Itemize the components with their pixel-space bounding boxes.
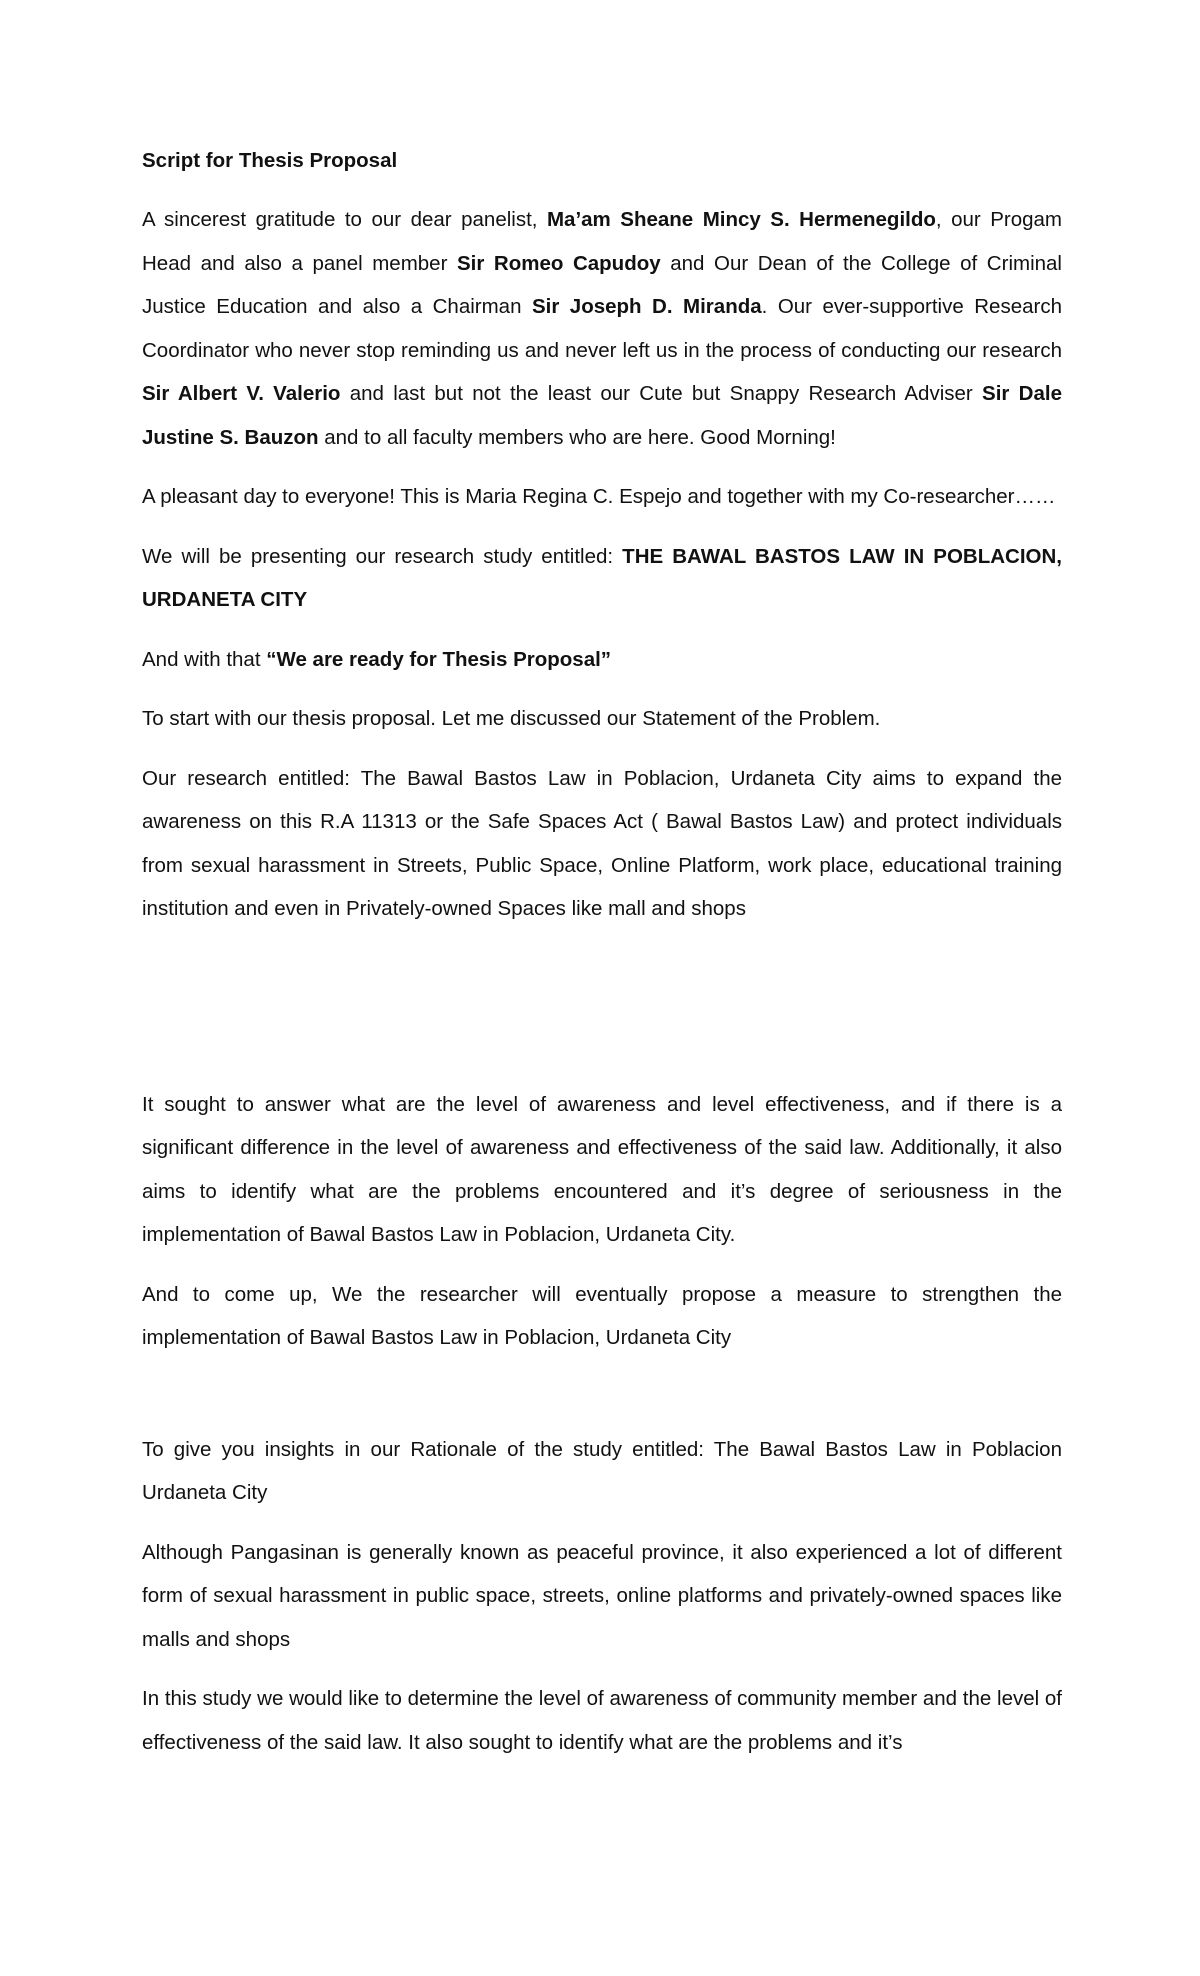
document-title: Script for Thesis Proposal	[142, 149, 398, 172]
text-run: and to all faculty members who are here. Good Morning!	[318, 425, 836, 449]
greeting-paragraph: A pleasant day to everyone! This is Maria Regina C. Espejo and together with my Co-researcher……	[142, 485, 1056, 508]
text-run: We will be presenting our research study entitled:	[142, 544, 623, 568]
research-question-paragraph: It sought to answer what are the level of awareness and level effectiveness, and if there is a significant difference in the level of awareness and effectiveness of the said law. Additionally, it also aims to identify what are the problems encountered and it’s degree of seriousness in the implementation of Bawal Bastos Law in Poblacion, Urdaneta City.	[142, 1092, 1062, 1246]
intro-paragraph: To start with our thesis proposal. Let me discussed our Statement of the Problem.	[142, 707, 881, 730]
document-body	[142, 139, 1062, 1780]
text-run: and last but not the least our Cute but Snappy Research Adviser	[340, 382, 983, 405]
research-aim-paragraph: Our research entitled: The Bawal Bastos Law in Poblacion, Urdaneta City aims to expand the awareness on this R.A 11313 or the Safe Spaces Act ( Bawal Bastos Law) and protect individuals from sexual harassment in Streets, Public Space, Online Platform, work place, educational training institution and even in Privately-owned Spaces like mall and shops	[142, 766, 1062, 920]
blank-space	[142, 1376, 1062, 1428]
ready-paragraph	[142, 638, 1062, 682]
panel-member-name: Sir Romeo Capudoy	[456, 251, 661, 275]
panelist-name: Ma’am Sheane Mincy S. Hermenegildo	[546, 208, 936, 231]
rationale-paragraph: Although Pangasinan is generally known as peaceful province, it also experienced a lot of different form of sexual harassment in public space, streets, online platforms and privately-owned spaces like malls and shops	[142, 1540, 1062, 1651]
proposal-measure-paragraph: And to come up, We the researcher will eventually propose a measure to strengthen the implementation of Bawal Bastos Law in Poblacion, Urdaneta City	[142, 1282, 1062, 1349]
adviser-name: Sir Dale Justine S. Bauzon	[142, 382, 1062, 449]
rationale-intro-paragraph: To give you insights in our Rationale of the study entitled: The Bawal Bastos Law in Poblacion Urdaneta City	[142, 1437, 1062, 1504]
ready-quote: “We are ready for Thesis Proposal”	[266, 647, 612, 671]
text-run: and Our Dean of the College of Criminal Justice Education and also a Chairman	[142, 251, 1062, 318]
text-run: A sincerest gratitude to our dear panelist,	[142, 208, 547, 231]
study-title: THE BAWAL BASTOS LAW IN POBLACION, URDANETA CITY	[142, 544, 1062, 611]
gratitude-paragraph	[142, 198, 1062, 459]
text-run: . Our ever-supportive Research Coordinator who never stop reminding us and never left us in the process of conducting our research	[142, 295, 1062, 362]
text-run: , our Progam Head and also a panel member	[142, 208, 1062, 275]
coordinator-name: Sir Albert V. Valerio	[142, 382, 341, 405]
blank-space	[142, 947, 1062, 1083]
text-run: And with that	[142, 647, 267, 671]
chairman-name: Sir Joseph D. Miranda	[531, 295, 762, 318]
study-objective-paragraph: In this study we would like to determine the level of awareness of community member and the level of effectiveness of the said law. It also sought to identify what are the problems and it’s	[142, 1687, 1062, 1754]
study-title-paragraph	[142, 535, 1062, 622]
